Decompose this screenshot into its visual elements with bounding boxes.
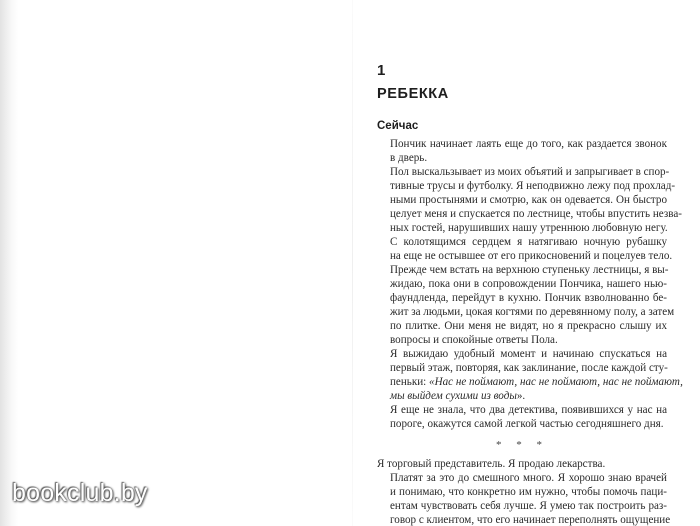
paragraph [377,403,667,431]
text-line: Прежде чем встать на верхнюю ступеньку лестницы, я вы- [390,264,669,276]
text-line: С колотящимся сердцем я натягиваю ночную рубашку [390,236,667,248]
section-separator: * * * [496,439,548,451]
text-line: целует меня и спускается по лестнице, чтобы впустить незва- [390,208,682,220]
section-heading: Сейчас [377,120,419,132]
text-line: на еще не остывшее от его прикосновений и поцелуев тело. [390,250,673,262]
text-line: Платят за это до смешного много. Я хорошо знаю врачей [390,472,667,484]
text-line: жидаю, пока они в сопровождении Пончика, нашего нью- [390,278,667,290]
text-line: пороге, окажутся самой легкой частью сегодняшнего дня. [390,418,664,430]
text-line: говор с клиентом, что его начинает переполнять ощущение [390,514,671,526]
text-line: Я выжидаю удобный момент и начинаю спускаться на [390,348,667,360]
text-line: вопросы и спокойные ответы Пола. [390,334,558,346]
text-line: Пончик начинает лаять еще до того, как раздается звонок [390,138,667,150]
chapter-title: РЕБЕККА [377,86,449,102]
right-page [377,62,683,526]
body-text [377,137,683,526]
paragraph [377,457,667,471]
chapter-number: 1 [377,62,386,79]
text-line: мы выйдем сухими из воды». [390,390,526,402]
text-line: ными простынями и смотрю, как он одевается. Он быстро [390,194,667,206]
text-line: Я торговый представитель. Я продаю лекарства. [377,458,606,470]
text-line: первый этаж, повторяя, как заклинание, после каждой сту- [390,362,668,374]
text-line: фаундленда, перейдут в кухню. Пончик взволнованно бе- [390,292,667,304]
paragraph [377,471,671,526]
text-line: Пол выскальзывает из моих объятий и запрыгивает в спор- [390,166,670,178]
paragraph [377,235,675,347]
paragraph [377,347,683,403]
text-line: и понимаю, что конкретно им нужно, чтобы помочь паци- [390,486,667,498]
text-line: ных гостей, нарушивших нашу утреннюю любовную негу. [390,222,668,234]
italic-quote: мы выйдем сухими из воды [390,390,517,402]
text-line: по плитке. Они меня не видят, но я прекрасно слышу их [390,320,667,332]
text-line: пеньки: «Нас не поймают, нас не поймают, нас не поймают, [390,376,683,388]
italic-quote: «Нас не поймают, нас не поймают, нас не поймают, [429,376,683,388]
paragraph [377,137,667,165]
paragraphs-after [377,457,671,526]
watermark-logo: bookclub.by [12,479,148,507]
text-line: в дверь. [390,152,428,164]
text-line: ентам чувствовать себя лучше. Я умею так построить раз- [390,500,667,512]
text-line: жит за людьми, цокая когтями по деревянному полу, а затем [390,306,675,318]
paragraph [377,165,682,235]
text-line: тивные трусы и футболку. Я неподвижно лежу под прохлад- [390,180,676,192]
left-page-edge [0,0,18,526]
text-line: Я еще не знала, что два детектива, появившихся у нас на [390,404,667,416]
paragraphs-before [377,137,683,431]
book-fold [352,0,353,526]
